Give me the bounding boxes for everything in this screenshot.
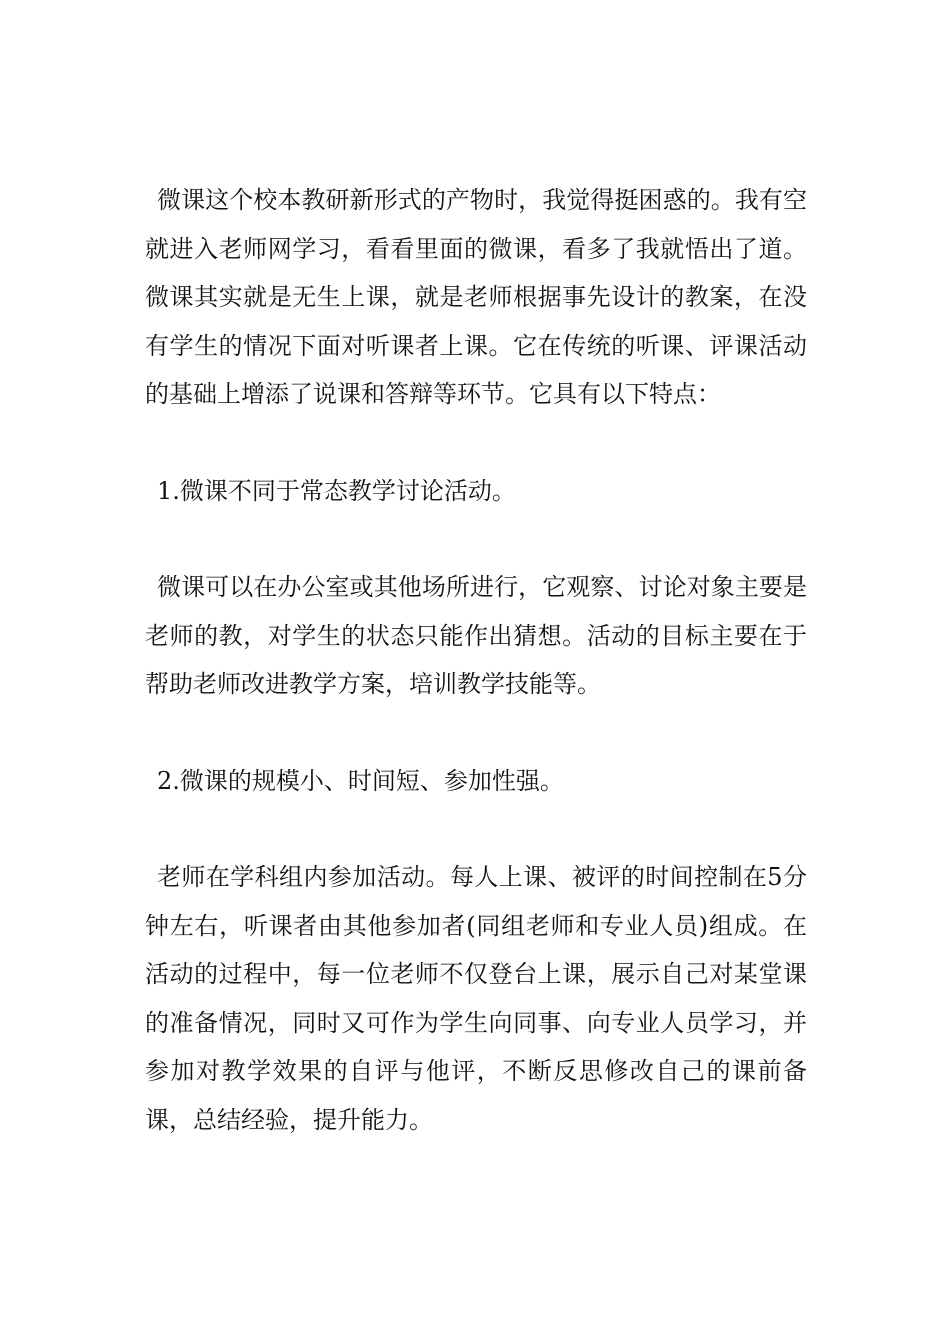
paragraph-spacer xyxy=(145,805,807,853)
paragraph-spacer xyxy=(145,419,807,467)
paragraph-spacer xyxy=(145,709,807,757)
paragraph-section-1: 微课可以在办公室或其他场所进行，它观察、讨论对象主要是老师的教，对学生的状态只能作出猜想。活动的目标主要在于帮助老师改进教学方案，培训教学技能等。 xyxy=(145,573,807,698)
paragraph-spacer xyxy=(145,515,807,563)
section-heading-1: 1.微课不同于常态教学讨论活动。 xyxy=(157,476,516,505)
section-heading-2: 2.微课的规模小、时间短、参加性强。 xyxy=(157,766,564,795)
document-body xyxy=(145,176,807,1144)
paragraph-intro: 微课这个校本教研新形式的产物时，我觉得挺困惑的。我有空就进入老师网学习，看看里面的微课，看多了我就悟出了道。微课其实就是无生上课，就是老师根据事先设计的教案，在没有学生的情况下面对听课者上课。它在传统的听课、评课活动的基础上增添了说课和答辩等环节。它具有以下特点： xyxy=(145,186,807,408)
paragraph-section-2: 老师在学科组内参加活动。每人上课、被评的时间控制在5分钟左右，听课者由其他参加者(同组老师和专业人员)组成。在活动的过程中，每一位老师不仅登台上课，展示自己对某堂课的准备情况，同时又可作为学生向同事、向专业人员学习，并参加对教学效果的自评与他评，不断反思修改自己的课前备课，总结经验，提升能力。 xyxy=(145,863,807,1134)
